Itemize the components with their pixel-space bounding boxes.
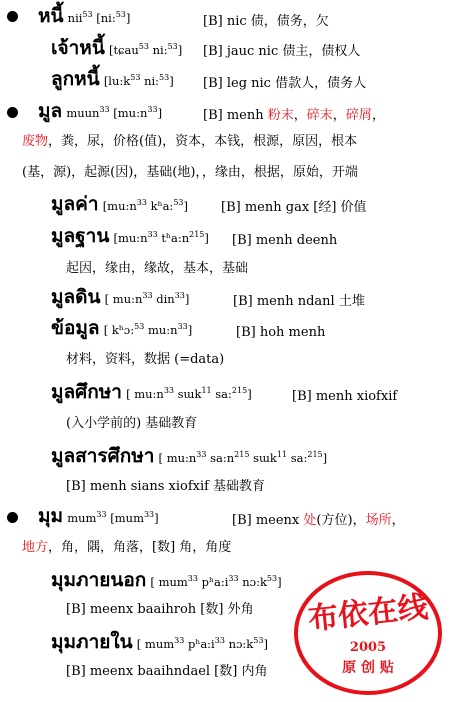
entry-gloss-continuation: 废物，粪，尿，价格(值)，资本，本钱，根源，原因，根本 <box>22 134 358 149</box>
romanization: nii$^{53}$ [ni:$^{53}$] <box>67 10 131 25</box>
thai-headword: มุมภายนอก <box>51 569 147 591</box>
entry-headword-line <box>51 225 209 247</box>
entry-headword-line <box>51 631 268 653</box>
romanization: [ $mu:n^{33}$ sɯk$^{11}$ sa:$^{215}$] <box>126 386 252 401</box>
stamp-year: 2005 <box>349 640 387 655</box>
entry-headword-line <box>51 286 190 308</box>
entry-gloss: [B] menh gax [经] 价值 <box>221 200 367 215</box>
romanization: mum$^{33}$ [mum$^{33}$] <box>67 510 159 525</box>
entry-gloss-continuation: (入小学前的) 基础教育 <box>66 416 198 431</box>
romanization: [$lu:k^{53}$ ni:$^{53}$] <box>103 73 174 88</box>
romanization: [ kʰɔ:$^{53}$ $mu:n^{33}$] <box>103 322 193 337</box>
thai-headword: มูล <box>38 100 63 122</box>
thai-headword: มูลฐาน <box>51 225 110 247</box>
entry-gloss-continuation: 起因，缘由，缘故，基本，基础 <box>66 261 249 276</box>
entry-gloss: [B] menh 粉末，碎末，碎屑， <box>203 108 385 123</box>
thai-headword: มูลศึกษา <box>51 381 122 403</box>
entry-gloss: [B] nic 债，债务，欠 <box>203 14 329 29</box>
thai-headword: มูลค่า <box>51 193 99 215</box>
entry-headword-line <box>51 569 282 591</box>
thai-headword: มุมภายใน <box>51 631 133 653</box>
entry-bullet <box>7 11 18 22</box>
entry-gloss: [B] meenx baaihndael [数] 内角 <box>66 664 268 679</box>
entry-gloss: [B] menh deenh <box>232 233 338 248</box>
entry-bullet <box>7 107 18 118</box>
stamp-bottom-text: 原 创 贴 <box>342 660 394 676</box>
entry-gloss-continuation: 地方，角，隅，角落，[数] 角，角度 <box>22 540 232 555</box>
romanization: [$mu:n^{33}$ kʰa:$^{53}$] <box>102 198 188 213</box>
entry-gloss: [B] menh ndanl 土堆 <box>233 294 365 309</box>
entry-headword-line <box>51 68 174 90</box>
romanization: [$mu:n^{33}$ $tʰa:n^{215}$] <box>113 230 209 245</box>
entry-headword-line <box>51 381 252 403</box>
thai-headword: มูลดิน <box>51 286 101 308</box>
entry-gloss-continuation: 材料，资料，数据 (=data) <box>66 352 225 367</box>
entry-gloss: [B] menh sians xiofxif 基础教育 <box>66 479 266 494</box>
romanization: [ mum$^{33}$ $pʰa:i^{33}$ $nɔ:k^{53}$] <box>136 636 268 651</box>
entry-gloss: [B] jauc nic 债主，债权人 <box>203 44 361 59</box>
entry-gloss-continuation: (基，源)，起源(因)，基础(地)，，缘由，根据，原始，开端 <box>22 165 358 180</box>
romanization: [ $mu:n^{33}$ $sa:n^{215}$ sɯk$^{11}$ sa:$^{215}$] <box>158 450 328 465</box>
thai-headword: ลูกหนี้ <box>51 68 100 90</box>
entry-headword-line <box>38 100 163 122</box>
thai-headword: เจ้าหนี้ <box>51 37 105 59</box>
entry-headword-line <box>51 445 328 467</box>
entry-headword-line <box>51 193 188 215</box>
entry-gloss: [B] menh xiofxif <box>292 389 398 404</box>
entry-gloss: [B] leg nic 借款人，债务人 <box>203 76 367 91</box>
entry-gloss: [B] meenx 处(方位)，场所， <box>232 513 405 528</box>
entry-headword-line <box>51 37 183 59</box>
entry-headword-line <box>38 5 131 27</box>
entry-headword-line <box>51 317 193 339</box>
romanization: [ $mu:n^{33}$ din$^{33}$] <box>104 291 190 306</box>
entry-headword-line <box>38 505 159 527</box>
entry-bullet <box>7 512 18 523</box>
stamp-top-text: 布依在线 <box>306 589 430 638</box>
seal-stamp <box>291 568 445 698</box>
thai-headword: มูลสารศึกษา <box>51 445 155 467</box>
thai-headword: มุม <box>38 505 64 527</box>
romanization: [tɕau$^{53}$ ni:$^{53}$] <box>108 42 183 57</box>
romanization: muun$^{33}$ $[mu:n^{33}]$ <box>66 105 163 120</box>
entry-gloss: [B] meenx baaihroh [数] 外角 <box>66 602 254 617</box>
romanization: [ mum$^{33}$ $pʰa:i^{33}$ $nɔ:k^{53}$] <box>150 574 282 589</box>
thai-headword: หนี้ <box>38 5 64 27</box>
thai-headword: ข้อมูล <box>51 317 100 339</box>
entry-gloss: [B] hoh menh <box>236 325 326 340</box>
